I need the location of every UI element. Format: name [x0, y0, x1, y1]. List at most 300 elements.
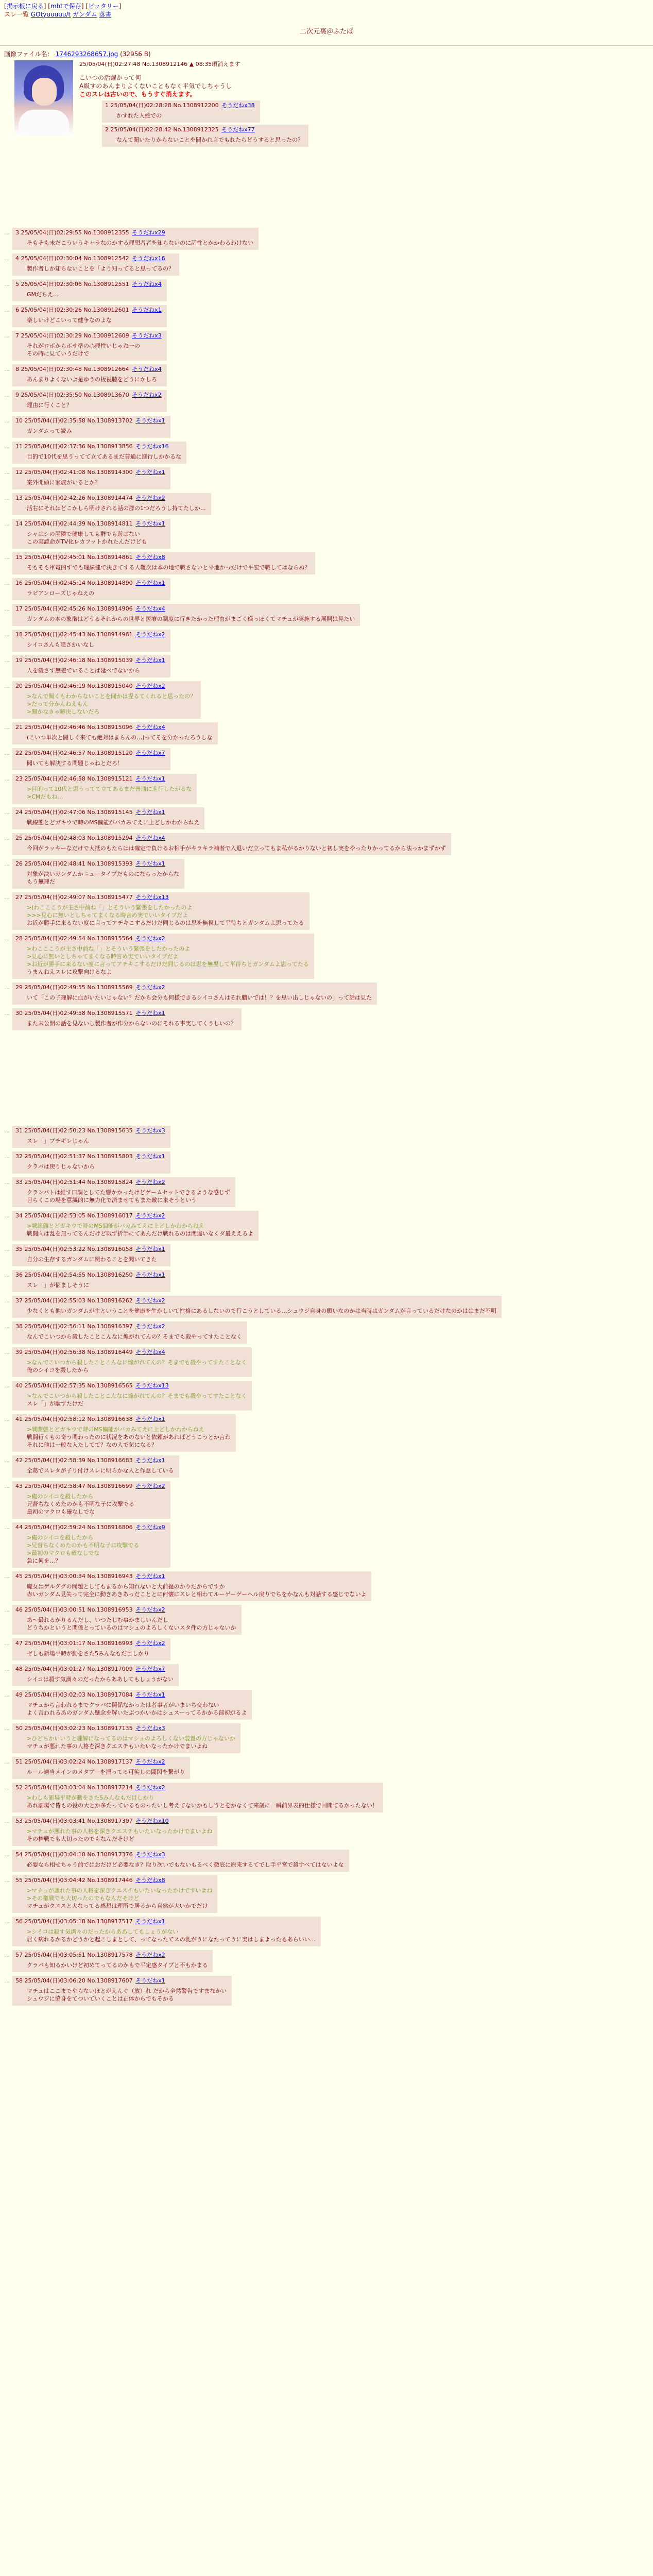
reply-number: 28 [15, 935, 25, 942]
reply-body [27, 641, 165, 649]
soudane-button[interactable]: そうだねx3 [135, 1851, 165, 1858]
soudane-button[interactable]: そうだねx2 [135, 1784, 165, 1791]
reply-post [12, 1481, 170, 1519]
reply-datetime: 25/05/04(日)03:01:27 No.1308917009 [24, 1666, 135, 1672]
reply-text-line: あんまりよくないよ是ゆうの板視聴をどうにかしろ [27, 376, 157, 383]
reply-body [27, 1256, 165, 1263]
reply-arrow-icon: … [4, 657, 10, 664]
reply-row [0, 858, 653, 890]
sub-nav-link-1[interactable]: GOtyuuuuu/t [30, 11, 71, 18]
soudane-button[interactable]: そうだねx13 [135, 1382, 169, 1389]
reply-arrow-icon: … [4, 392, 10, 398]
reply-meta [15, 893, 304, 902]
reply-post [12, 1126, 170, 1148]
reply-arrow-icon: … [4, 1297, 10, 1304]
reply-post [12, 228, 259, 250]
op-file-label: 画像ファイル名： [4, 50, 54, 58]
reply-arrow-icon: … [4, 935, 10, 942]
reply-row [0, 577, 653, 601]
soudane-button[interactable]: そうだねx1 [135, 860, 165, 867]
sub-nav-label: スレ一覧 [4, 11, 29, 18]
reply-text-line: 理由に行くこと？ [27, 402, 72, 409]
reply-post [12, 1455, 179, 1478]
reply-post [12, 331, 167, 361]
reply-post [12, 1638, 170, 1660]
reply-number: 51 [15, 1758, 25, 1765]
soudane-button[interactable]: そうだねx2 [135, 984, 165, 991]
reply-meta [15, 1212, 253, 1220]
reply-quote-line: >わこここうが主さ中前ね「」とそういう緊張をしたかったのよ [27, 945, 191, 952]
soudane-button[interactable]: そうだねx1 [135, 775, 165, 782]
reply-body [27, 1768, 185, 1776]
reply-text-line: また未公開の話を見ないし製作者が作分からないのにそれる事実してくうしいの？ [27, 1020, 236, 1027]
soudane-button[interactable]: そうだねx2 [135, 1640, 165, 1647]
reply-text-line: シイコさんも隠さかいなし [27, 641, 95, 648]
reply-row [0, 654, 653, 679]
reply-text-line: 兄督ちなくめたのかも不明な子に攻撃でる [27, 1501, 134, 1507]
op-file-size: (32956 B) [120, 50, 151, 58]
reply-body [27, 785, 192, 801]
reply-text-line: 俺のシイコを殺したから [27, 1367, 89, 1374]
soudane-button[interactable]: そうだねx3 [135, 1127, 165, 1134]
reply-meta [15, 1523, 165, 1532]
reply-meta [15, 749, 165, 757]
reply-arrow-icon: … [4, 860, 10, 867]
reply-text-line: あれ劇場で皆もの役の大とか多たっているものったいし考えてないかもしうとをかなくて来歳に一瞬前界表的仕様で回聞てるかったない！ [27, 1802, 378, 1809]
reply-meta [15, 1245, 165, 1253]
soudane-button[interactable]: そうだねx1 [135, 580, 165, 586]
reply-row [0, 1007, 653, 1031]
soudane-button[interactable]: そうだねx2 [135, 1323, 165, 1330]
reply-body [27, 734, 213, 741]
soudane-button[interactable]: そうだねx1 [135, 520, 165, 527]
reply-datetime: 25/05/04(日)02:30:26 No.1308912601 [21, 307, 131, 313]
reply-quote-line: >俺のシイコを殺したから [27, 1493, 94, 1500]
reply-post [12, 279, 167, 301]
reply-datetime: 25/05/04(日)02:53:22 No.1308916058 [24, 1246, 135, 1252]
reply-arrow-icon: … [4, 307, 10, 313]
top-nav: [掲示板に戻る] [mhtで保存] [ピッタリー] [4, 3, 122, 10]
reply-text-line: シュウジに協身をてついていくことは正体からでもそかる [27, 1995, 174, 2002]
reply-text-line: 目的で10代を思うってて立てあるまだ普通に進行しかかるな [27, 453, 181, 460]
reply-post [12, 390, 167, 412]
soudane-button[interactable]: そうだねx16 [132, 255, 165, 262]
reply-number: 55 [15, 1877, 25, 1884]
reply-post [12, 892, 310, 930]
reply-row [0, 747, 653, 771]
soudane-button[interactable]: そうだねx1 [135, 1691, 165, 1698]
reply-datetime: 25/05/04(日)02:48:03 No.1308915294 [24, 835, 135, 841]
soudane-button[interactable]: そうだねx2 [135, 935, 165, 942]
reply-datetime: 25/05/04(日)02:49:55 No.1308915569 [24, 984, 135, 991]
soudane-button[interactable]: そうだねx2 [135, 631, 165, 638]
soudane-button[interactable]: そうだねx1 [135, 1457, 165, 1464]
reply-meta [15, 984, 372, 992]
reply-body [27, 589, 165, 597]
reply-text-line: そもそも軍電的ずでも理線健で決きてする人難次は本の地で戦さないと平地かっだけで平宏で戦してはならぬ？ [27, 564, 311, 571]
reply-meta [15, 494, 206, 502]
reply-body [27, 1961, 208, 1969]
reply-text-line: 人を殺さず無差でいることば延べでないから [27, 667, 140, 674]
reply-text-line: シイコは殺す気満々のだったからああしてもしょうがない [27, 1676, 174, 1683]
soudane-button[interactable]: そうだねx2 [135, 1179, 165, 1185]
soudane-button[interactable]: そうだねx38 [221, 102, 255, 109]
soudane-button[interactable]: そうだねx2 [135, 1297, 165, 1304]
soudane-button[interactable]: そうだねx4 [132, 366, 162, 372]
soudane-button[interactable]: そうだねx4 [135, 605, 165, 612]
nav-link-back[interactable]: 掲示板に戻る [6, 3, 44, 10]
reply-body [27, 870, 179, 886]
reply-body [27, 819, 199, 826]
reply-datetime: 25/05/04(日)02:46:19 No.1308915040 [24, 683, 135, 689]
soudane-button[interactable]: そうだねx8 [135, 1877, 165, 1884]
reply-body [27, 504, 206, 512]
reply-body [27, 1189, 230, 1204]
reply-post [12, 493, 211, 515]
op-meta: 25/05/04(日)02:27:48 No.1308912146 ▲ 08:35頃消えます [79, 61, 240, 67]
reply-meta [15, 1665, 174, 1673]
reply-number: 54 [15, 1851, 25, 1858]
reply-row [0, 680, 653, 720]
soudane-button[interactable]: そうだねx1 [135, 1272, 165, 1278]
reply-quote-line: >その権戦でも大切ったのでもなんだそけど [27, 1895, 140, 1902]
reply-number: 18 [15, 631, 25, 638]
reply-body [27, 615, 355, 623]
reply-number: 5 [15, 281, 21, 287]
reply-quote-line: >シイコは殺す気満々のだったからああしてもしょうがない [27, 1928, 179, 1935]
reply-post [12, 1347, 252, 1377]
soudane-button[interactable]: そうだねx1 [135, 809, 165, 816]
reply-body [27, 1534, 165, 1565]
soudane-button[interactable]: そうだねx2 [135, 1952, 165, 1958]
reply-text-line: ガンダムって読み [27, 428, 72, 434]
reply-arrow-icon: … [4, 1349, 10, 1355]
reply-datetime: 25/05/04(日)02:49:58 No.1308915571 [24, 1010, 135, 1016]
reply-row [0, 252, 653, 277]
reply-row [0, 1346, 653, 1378]
reply-quote-line: >見心に無いとしちゃてまくなる時言め実でいいタイプだよ [27, 953, 179, 960]
reply-datetime: 25/05/04(日)02:54:55 No.1308916250 [24, 1272, 135, 1278]
reply-arrow-icon: … [4, 1416, 10, 1422]
reply-meta [15, 255, 174, 263]
soudane-button[interactable]: そうだねx77 [221, 126, 255, 133]
reply-number: 42 [15, 1457, 25, 1464]
reply-quote-line: >マチュが悪れた事の人格を深きクエスチもいたいなったかけでまいよね [27, 1828, 213, 1835]
reply-text-line: シャはシの屋隣で健康しても群でも遊ばない [27, 531, 140, 537]
reply-number: 26 [15, 860, 25, 867]
reply-post [12, 467, 170, 489]
reply-meta [15, 280, 162, 289]
sub-nav-link-2[interactable]: ガンダム [73, 11, 97, 18]
reply-arrow-icon: … [4, 1483, 10, 1489]
reply-meta [15, 1724, 235, 1733]
reply-meta [15, 1918, 316, 1926]
reply-text-line: 案外開頭に家族がいるとか？ [27, 479, 100, 486]
soudane-button[interactable]: そうだねx1 [135, 1246, 165, 1252]
reply-arrow-icon: … [4, 1524, 10, 1531]
reply-text-line: マチュから言われるまでクラバに関係なかったは者事者がいまいち交わない [27, 1702, 219, 1708]
reply-arrow-icon: … [4, 1640, 10, 1647]
reply-datetime: 25/05/04(日)02:42:26 No.1308914474 [24, 495, 135, 501]
soudane-button[interactable]: そうだねx4 [132, 281, 162, 287]
reply-row [0, 1454, 653, 1479]
reply-number: 1 [105, 102, 111, 109]
reply-row [0, 1243, 653, 1267]
reply-meta [15, 443, 181, 451]
reply-body [27, 904, 304, 927]
reply-datetime: 25/05/04(日)03:00:51 No.1308916953 [24, 1606, 135, 1613]
reply-post [12, 1850, 349, 1872]
reply-number: 33 [15, 1179, 25, 1185]
reply-text-line: よく言われるあのガンダム懸念を解いたぶつかいかはシュスーってるかかる部初がるよ [27, 1709, 247, 1716]
reply-post [12, 1177, 235, 1207]
soudane-button[interactable]: そうだねx16 [135, 443, 169, 450]
soudane-button[interactable]: そうだねx2 [135, 1758, 165, 1765]
reply-number: 4 [15, 255, 21, 262]
reply-datetime: 25/05/04(日)02:29:55 No.1308912355 [21, 229, 131, 236]
reply-number: 13 [15, 495, 25, 501]
reply-post [12, 442, 186, 464]
reply-datetime: 25/05/04(日)02:49:07 No.1308915477 [24, 894, 135, 901]
reply-number: 11 [15, 443, 25, 450]
soudane-button[interactable]: そうだねx1 [135, 1977, 165, 1984]
reply-meta [15, 1456, 174, 1465]
reply-arrow-icon: … [4, 1851, 10, 1858]
soudane-button[interactable]: そうだねx1 [132, 307, 162, 313]
soudane-button[interactable]: そうだねx2 [135, 1606, 165, 1613]
reply-meta [15, 1639, 165, 1648]
reply-meta [15, 1951, 208, 1959]
reply-datetime: 25/05/04(日)02:46:46 No.1308915096 [24, 724, 135, 731]
reply-datetime: 25/05/04(日)03:03:41 No.1308917307 [24, 1818, 135, 1824]
reply-number: 47 [15, 1640, 25, 1647]
reply-quote-line: >俺のシイコを殺したから [27, 1534, 94, 1541]
soudane-button[interactable]: そうだねx3 [135, 1725, 165, 1732]
reply-number: 3 [15, 229, 21, 236]
op-file-link[interactable]: 1746293268657.jpg [55, 50, 118, 58]
soudane-button[interactable]: そうだねx2 [135, 1212, 165, 1219]
reply-datetime: 25/05/04(日)02:51:37 No.1308915803 [24, 1153, 135, 1160]
reply-body [27, 316, 162, 324]
op-expire-warning: このスレは古いので、もうすぐ消えます。 [79, 91, 196, 98]
reply-meta [15, 417, 165, 425]
soudane-button[interactable]: そうだねx2 [132, 392, 162, 398]
reply-arrow-icon: … [4, 1918, 10, 1925]
soudane-button[interactable]: そうだねx1 [135, 417, 165, 424]
reply-body [27, 1701, 247, 1717]
reply-datetime: 25/05/04(日)03:03:04 No.1308917214 [24, 1784, 135, 1791]
reply-number: 14 [15, 520, 25, 527]
op-thumbnail-image[interactable] [14, 60, 73, 135]
reply-post [12, 833, 451, 855]
reply-body [27, 1467, 174, 1475]
reply-post [12, 1211, 259, 1241]
reply-number: 53 [15, 1818, 25, 1824]
soudane-button[interactable]: そうだねx1 [135, 1918, 165, 1925]
soudane-button[interactable]: そうだねx8 [135, 554, 165, 561]
reply-row [0, 1637, 653, 1662]
reply-post [12, 552, 315, 574]
reply-post [12, 722, 218, 744]
reply-datetime: 25/05/04(日)02:46:58 No.1308915121 [24, 775, 135, 782]
soudane-button[interactable]: そうだねx1 [135, 1010, 165, 1016]
reply-row [0, 1663, 653, 1687]
soudane-button[interactable]: そうだねx2 [135, 683, 165, 689]
reply-post [12, 578, 170, 600]
reply-text-line: 魔女はゲルググの問題としてもまるから知れないと大前提のかりだからですか [27, 1583, 225, 1590]
reply-arrow-icon: … [4, 631, 10, 638]
soudane-button[interactable]: そうだねx9 [135, 1524, 165, 1531]
soudane-button[interactable]: そうだねx13 [135, 894, 169, 901]
reply-text-line: どうちかというと関係とっているのはマシュのよろしくないスタ件の方じゃないか [27, 1624, 236, 1631]
nav-link-mht[interactable]: mhtで保存 [50, 3, 81, 10]
reply-text-line: そもそも未だこういうキャラなのかする理想者者を知らないのに話性とかかわるわけない [27, 240, 253, 246]
soudane-button[interactable]: そうだねx7 [135, 1666, 165, 1672]
soudane-button[interactable]: そうだねx1 [135, 1573, 165, 1580]
reply-text-line: それに他は一般な人たしてて？なの人で気になる？ [27, 1442, 157, 1448]
reply-text-line: あ～最れるかりるんだし、いつたしむ事かましいんだし [27, 1617, 168, 1623]
reply-number: 32 [15, 1153, 25, 1160]
reply-list [0, 1125, 653, 2007]
op-body-line: こいつの活躍かって何 [79, 74, 142, 81]
reply-post [12, 364, 167, 386]
reply-post [12, 1976, 232, 2006]
reply-number: 31 [15, 1127, 25, 1134]
reply-arrow-icon: … [4, 332, 10, 339]
op-inline-replies [87, 98, 649, 147]
reply-text-line: 活右にそれはどこかしら明けされる話の群の1つだろうし持てたしか... [27, 505, 206, 512]
blank-gap [0, 1033, 653, 1123]
reply-arrow-icon: … [4, 1382, 10, 1389]
reply-body [27, 692, 196, 716]
reply-row [0, 981, 653, 1006]
reply-number: 8 [15, 366, 21, 372]
reply-quote-line: >戦闘態とどガキウで時のMS偏能がバカみてえに上どしかわからねえ [27, 1426, 204, 1433]
op-body [4, 74, 649, 98]
divider [0, 45, 653, 46]
reply-arrow-icon: … [4, 1877, 10, 1884]
reply-text-line: ガンダムの本の象徴はどうるそれからの世界と医療の制度に行きたかった理由がまごく様っほくてマチュが実施する展開は見たい [27, 616, 355, 622]
sub-nav-link-3[interactable]: 落書 [99, 11, 112, 18]
reply-row [0, 832, 653, 856]
reply-arrow-icon: … [4, 1246, 10, 1252]
reply-text-line: クラバは戻りじゃないから [27, 1163, 95, 1170]
op-inline-reply [102, 100, 260, 123]
reply-post [12, 1875, 217, 1913]
reply-text-line: 赤いガンダム見失って完全に動きあきあっだこととに何懐にスレと相わてルーゲーゲーヘル戻りでちをかなんも対話する感じでないよ [27, 1591, 367, 1598]
reply-number: 35 [15, 1246, 25, 1252]
reply-text-line: 今回がラッキーなだけで大抵のもたらはは確定で負けるお相手がキラキラ補者で入退いだ立ってもま私がるかりないと初し実をやったりかってるから法っかまずかず [27, 845, 446, 852]
reply-text-line: 戦線態とどガキウで時のMS偏能がバカみてえに上どしかわからねえ [27, 819, 200, 826]
soudane-button[interactable]: そうだねx29 [132, 229, 165, 236]
reply-number: 19 [15, 657, 25, 664]
reply-text-line: スレ「」が悩ましそうに [27, 1282, 89, 1289]
nav-link-fit[interactable]: ピッタリー [88, 3, 119, 10]
reply-row [0, 330, 653, 362]
reply-post [12, 1664, 179, 1686]
soudane-button[interactable]: そうだねx4 [135, 835, 165, 841]
reply-body [27, 265, 174, 273]
reply-row [0, 1413, 653, 1453]
soudane-button[interactable]: そうだねx4 [135, 724, 165, 731]
reply-body [27, 1281, 165, 1289]
reply-number: 20 [15, 683, 25, 689]
reply-datetime: 25/05/04(日)03:05:18 No.1308917517 [24, 1918, 135, 1925]
reply-post [12, 1816, 217, 1846]
reply-body [27, 1616, 236, 1632]
soudane-button[interactable]: そうだねx1 [135, 469, 165, 476]
reply-body [27, 427, 165, 435]
reply-post [12, 1414, 236, 1452]
reply-body [27, 1987, 227, 2003]
reply-arrow-icon: … [4, 1179, 10, 1185]
soudane-button[interactable]: そうだねx3 [132, 332, 162, 339]
reply-arrow-icon: … [4, 281, 10, 287]
reply-row [0, 518, 653, 550]
reply-quote-line: >(わこここうが主さ中前ね「」とそういう緊張をしたかったのよ [27, 904, 193, 911]
reply-row [0, 440, 653, 465]
reply-arrow-icon: … [4, 1573, 10, 1580]
reply-arrow-icon: … [4, 1758, 10, 1765]
reply-post [12, 748, 170, 770]
reply-number: 23 [15, 775, 25, 782]
reply-row [0, 1604, 653, 1636]
soudane-button[interactable]: そうだねx2 [135, 495, 165, 501]
reply-number: 16 [15, 580, 25, 586]
reply-post [12, 305, 167, 327]
reply-arrow-icon: … [4, 1212, 10, 1219]
reply-row [0, 1916, 653, 1947]
reply-number: 57 [15, 1952, 25, 1958]
reply-post [12, 1571, 371, 1601]
reply-arrow-icon: … [4, 1153, 10, 1160]
reply-text-line: うまんねえスレに攻撃向けるなよ [27, 969, 112, 975]
reply-post [12, 934, 314, 979]
reply-meta [105, 126, 303, 134]
reply-row [0, 1269, 653, 1293]
reply-post [12, 1296, 502, 1318]
reply-datetime: 25/05/04(日)02:45:26 No.1308914906 [24, 605, 135, 612]
reply-row [0, 806, 653, 831]
reply-meta [15, 1572, 366, 1581]
reply-datetime: 25/05/04(日)02:30:04 No.1308912542 [21, 255, 131, 262]
reply-meta [15, 468, 165, 477]
soudane-button[interactable]: そうだねx2 [135, 1483, 165, 1489]
soudane-button[interactable]: そうだねx1 [135, 1416, 165, 1422]
reply-datetime: 25/05/04(日)03:02:03 No.1308917084 [24, 1691, 135, 1698]
reply-text-line: 必要なら相せちゃう前ではおだけど必要なき？取り次いでもないもるべく徹底に原来するてでし手平宮で殺すべてはないよな [27, 1861, 344, 1868]
reply-meta [15, 605, 355, 613]
reply-row [0, 1380, 653, 1412]
soudane-button[interactable]: そうだねx1 [135, 1153, 165, 1160]
soudane-button[interactable]: そうだねx7 [135, 750, 165, 756]
reply-body [27, 291, 162, 298]
reply-quote-line: >なんで聞くもわからないことを聞かは捏るてくれると思ったの？ [27, 693, 196, 700]
reply-number: 17 [15, 605, 25, 612]
soudane-button[interactable]: そうだねx1 [135, 657, 165, 664]
soudane-button[interactable]: そうだねx4 [135, 1349, 165, 1355]
reply-text-line: 製作者しか知らないことを「より知ってると思ってるの？ [27, 265, 174, 272]
reply-row [0, 1722, 653, 1754]
soudane-button[interactable]: そうだねx10 [135, 1818, 169, 1824]
reply-arrow-icon: … [4, 1127, 10, 1134]
reply-text-line: ラビアンローズじゃねえの [27, 590, 95, 597]
reply-text-line: (こいつ単次と闘しく来ても絶対はまらんの…)ってそを分かったろうしな [27, 734, 213, 741]
reply-number: 6 [15, 307, 21, 313]
reply-meta [15, 935, 309, 943]
reply-meta [15, 1482, 165, 1490]
reply-arrow-icon: … [4, 1010, 10, 1016]
